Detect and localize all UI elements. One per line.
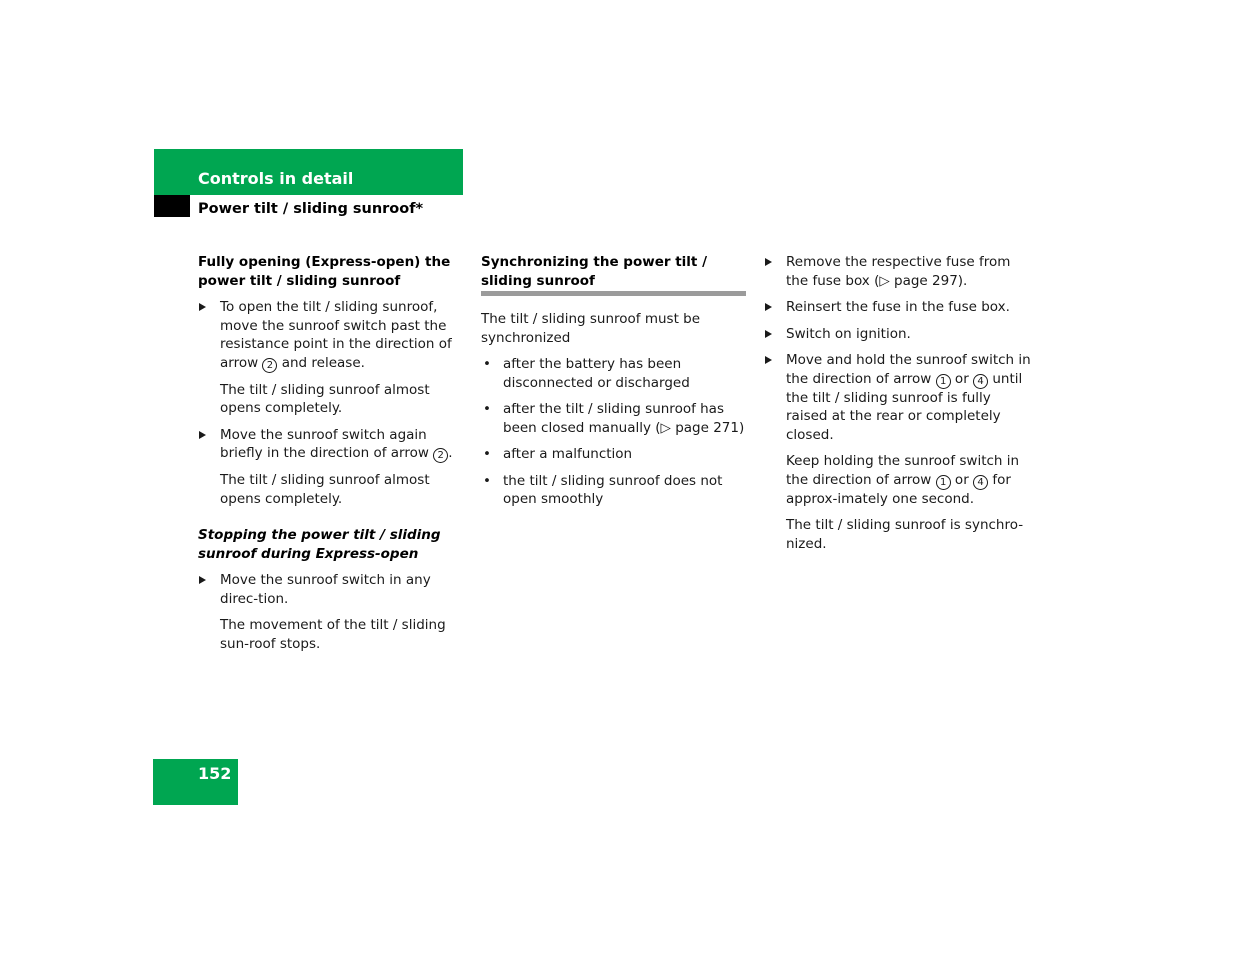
arrow-number-4-icon: 4 — [973, 374, 988, 389]
instruction-step: Move and hold the sunroof switch in the direction of arrow 1 or 4 until the tilt / sliding sunroof is fully raised at the rear or completely closed. — [764, 351, 1034, 444]
triangle-bullet-icon — [765, 330, 772, 338]
arrow-number-1-icon: 1 — [936, 374, 951, 389]
heading-divider — [481, 291, 746, 296]
step-result: Keep holding the sunroof switch in the direction of arrow 1 or 4 for approx-imately one second. — [786, 453, 1020, 507]
triangle-bullet-icon — [199, 576, 206, 584]
bullet-dot-icon: • — [483, 401, 491, 417]
triangle-bullet-icon — [765, 303, 772, 311]
page-number: 152 — [198, 764, 232, 783]
step-result: The tilt / sliding sunroof almost opens completely. — [220, 381, 430, 416]
arrow-number-4-icon: 4 — [973, 475, 988, 490]
section-marker — [154, 195, 190, 217]
arrow-number-2-icon: 2 — [433, 448, 448, 463]
triangle-bullet-icon — [199, 303, 206, 311]
chapter-title: Controls in detail — [198, 169, 354, 188]
list-item: • after the battery has been disconnected or discharged — [483, 356, 690, 391]
column-synchronizing — [481, 253, 746, 517]
triangle-bullet-icon — [765, 356, 772, 364]
bullet-dot-icon: • — [483, 356, 491, 372]
instruction-step: Switch on ignition. — [764, 325, 1034, 344]
instruction-step: To open the tilt / sliding sunroof, move the sunroof switch past the resistance point in the direction of arrow 2 and release. — [198, 298, 466, 373]
instruction-step: Move the sunroof switch in any direc-tion. — [198, 571, 466, 608]
step-result: The tilt / sliding sunroof almost opens completely. — [220, 472, 430, 507]
triangle-bullet-icon — [199, 431, 206, 439]
instruction-step: Remove the respective fuse from the fuse box (▷ page 297). — [764, 253, 1034, 290]
instruction-step: Reinsert the fuse in the fuse box. — [764, 298, 1034, 317]
express-open-heading: Fully opening (Express-open) the power tilt / sliding sunroof — [198, 254, 451, 289]
step-result: The tilt / sliding sunroof is synchro-nized. — [786, 517, 1024, 552]
intro-text: The tilt / sliding sunroof must be synchronized — [481, 311, 701, 346]
synchronizing-heading: Synchronizing the power tilt / sliding sunroof — [481, 254, 708, 289]
column-express-open — [198, 253, 466, 661]
arrow-number-2-icon: 2 — [262, 358, 277, 373]
arrow-number-1-icon: 1 — [936, 475, 951, 490]
bullet-dot-icon: • — [483, 446, 491, 462]
list-item: • the tilt / sliding sunroof does not open smoothly — [483, 472, 723, 507]
triangle-bullet-icon — [765, 258, 772, 266]
step-result: The movement of the tilt / sliding sun-roof stops. — [220, 617, 446, 652]
stopping-subheading: Stopping the power tilt / sliding sunroof during Express-open — [198, 527, 441, 562]
bullet-dot-icon: • — [483, 472, 491, 489]
section-title: Power tilt / sliding sunroof* — [198, 201, 424, 217]
instruction-step: Move the sunroof switch again briefly in the direction of arrow 2 . — [198, 426, 466, 464]
column-sync-steps — [764, 253, 1034, 561]
list-item: • after the tilt / sliding sunroof has been closed manually (▷ page 271) — [483, 401, 745, 436]
list-item: • after a malfunction — [483, 446, 633, 462]
